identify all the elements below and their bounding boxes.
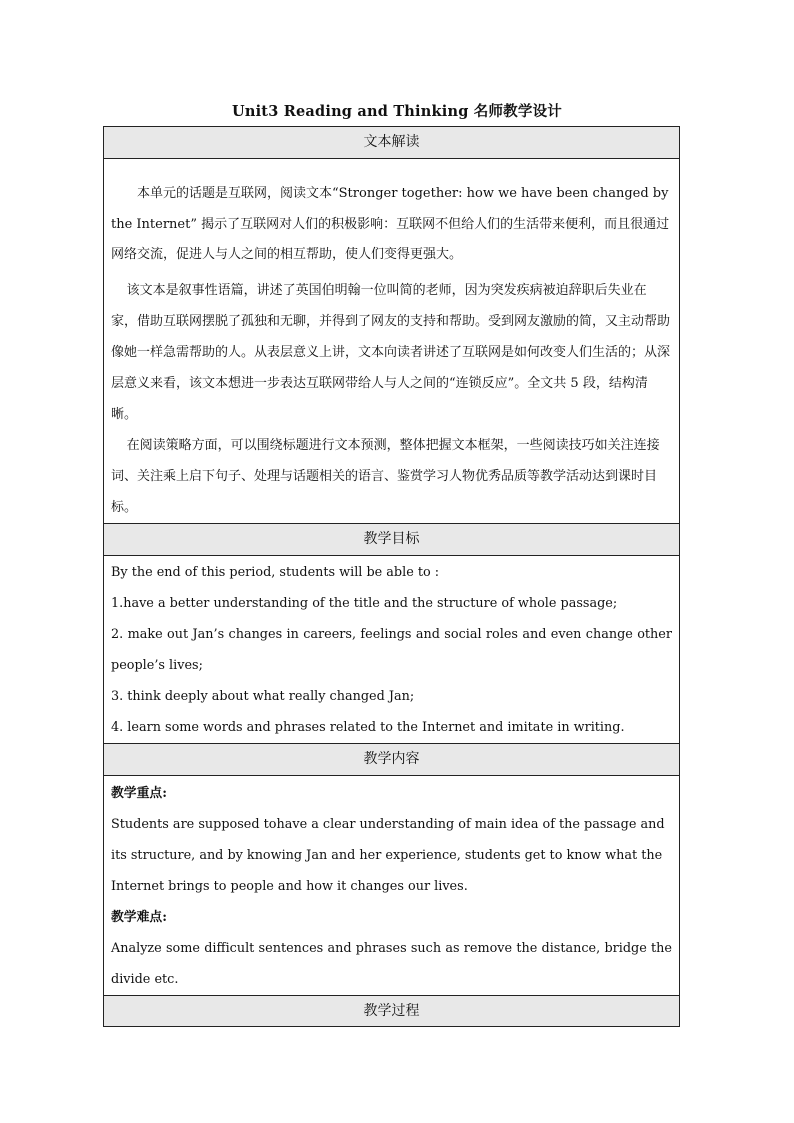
objective-item-4: 4. learn some words and phrases related to the Internet and imitate in writing. bbox=[111, 720, 625, 735]
objective-intro: By the end of this period, students will be able to : bbox=[111, 565, 440, 580]
text-reading-paragraph-3: 在阅读策略方面，可以围绕标题进行文本预测，整体把握文本框架，一些阅读技巧如关注连接词、关注乘上启下句子、处理与话题相关的语言、鉴赏学习人物优秀品质等教学活动达到课时目标。 bbox=[111, 437, 660, 515]
difficult-points-text: Analyze some difficult sentences and phrases such as remove the distance, bridge the divide etc. bbox=[111, 941, 672, 987]
text-reading-paragraph-2: 该文本是叙事性语篇，讲述了英国伯明翰一位叫简的老师，因为突发疾病被迫辞职后失业在家，借助互联网摆脱了孤独和无聊，并得到了网友的支持和帮助。受到网友激励的简，又主动帮助像她一样急需帮助的人。从表层意义上讲，文本向读者讲述了互联网是如何改变人们生活的；从深层意义来看，该文本想进一步表达互联网带给人与人之间的“连锁反应”。全文共 5 段，结构清晰。 bbox=[111, 282, 671, 422]
text-reading-body bbox=[104, 159, 680, 524]
objective-item-1: 1.have a better understanding of the title and the structure of whole passage; bbox=[111, 596, 618, 611]
text-reading-paragraph-1: 本单元的话题是互联网，阅读文本“Stronger together: how we have been changed by the Internet” 揭示了互联网对人们的积极影响：互联网不但给人们的生活带来便利，而且很通过网络交流，促进人与人之间的相互帮助，使人们变得更强大。 bbox=[111, 186, 670, 262]
key-points-text: Students are supposed tohave a clear understanding of main idea of the passage and its structure, and by knowing Jan and her experience, students get to know what the Internet brings to people and how it changes our lives. bbox=[111, 817, 665, 894]
difficult-points-label: 教学难点: bbox=[111, 910, 167, 925]
objectives-body bbox=[104, 556, 680, 744]
document-title: Unit3 Reading and Thinking 名师教学设计 bbox=[232, 103, 562, 120]
section-header-text-reading: 文本解读 bbox=[104, 127, 680, 159]
objective-item-2: 2. make out Jan’s changes in careers, feelings and social roles and even change other people’s lives; bbox=[111, 627, 672, 673]
lesson-plan-table bbox=[103, 126, 680, 1027]
content-body bbox=[104, 776, 680, 996]
section-header-objectives: 教学目标 bbox=[104, 524, 680, 556]
key-points-label: 教学重点: bbox=[111, 786, 167, 801]
objective-item-3: 3. think deeply about what really changed Jan; bbox=[111, 689, 415, 704]
section-header-content: 教学内容 bbox=[104, 744, 680, 776]
section-header-process: 教学过程 bbox=[104, 996, 680, 1027]
